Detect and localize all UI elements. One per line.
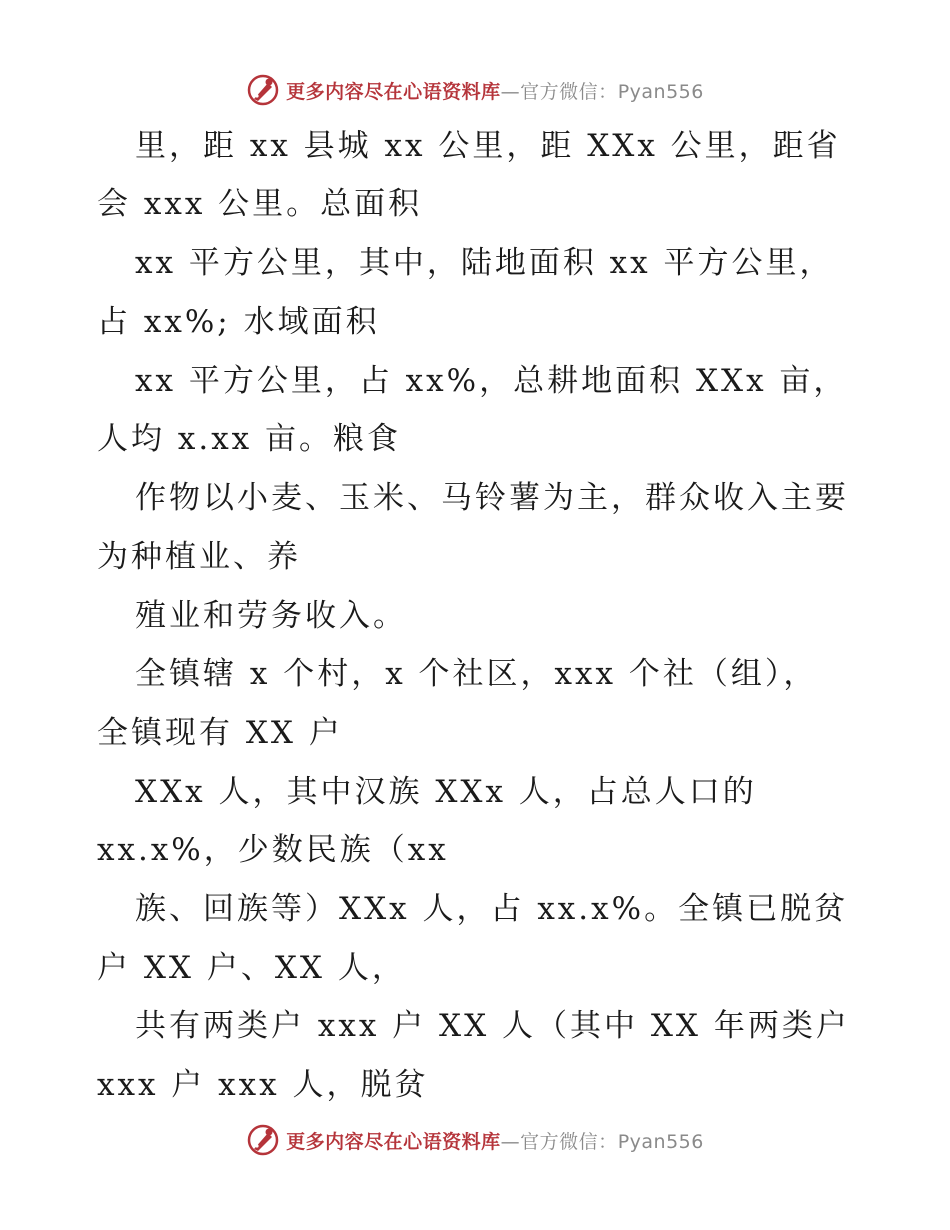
header-separator: —	[500, 80, 521, 103]
header-wechat-label: 官方微信：	[520, 80, 618, 103]
header-brand: 更多内容尽在心语资料库	[286, 80, 501, 103]
text-line-3: xx 平方公里，其中，陆地面积 xx 平方公里，	[135, 245, 834, 281]
text-line-8: 为种植业、养	[97, 539, 301, 575]
text-line-15: 户 XX 户、XX 人，	[97, 950, 406, 986]
text-line-17: xxx 户 xxx 人，脱贫	[97, 1067, 429, 1103]
text-line-2: 会 xxx 公里。总面积	[97, 186, 423, 222]
text-line-9: 殖业和劳务收入。	[135, 598, 407, 634]
footer-text	[286, 1127, 704, 1154]
text-line-13: xx.x%，少数民族（xx	[97, 832, 449, 868]
header-wechat-id: Pyan556	[617, 80, 704, 103]
text-line-4: 占 xx%; 水域面积	[97, 304, 380, 340]
footer-wechat-label: 官方微信：	[520, 1130, 618, 1153]
text-line-1: 里，距 xx 县城 xx 公里，距 XXx 公里，距省	[135, 128, 841, 164]
footer-banner	[0, 1120, 950, 1160]
header-banner	[0, 70, 950, 110]
text-line-10: 全镇辖 x 个村，x 个社区，xxx 个社（组），	[135, 656, 818, 692]
footer-wechat-id: Pyan556	[617, 1130, 704, 1153]
pen-nib-logo-icon	[246, 1123, 280, 1157]
text-line-6: 人均 x.xx 亩。粮食	[97, 421, 402, 457]
header-text	[286, 77, 704, 104]
text-line-12: XXx 人，其中汉族 XXx 人，占总人口的	[135, 774, 757, 810]
text-line-5: xx 平方公里，占 xx%，总耕地面积 XXx 亩，	[135, 363, 848, 399]
text-line-11: 全镇现有 XX 户	[97, 715, 343, 751]
text-line-16: 共有两类户 xxx 户 XX 人（其中 XX 年两类户	[135, 1008, 850, 1044]
pen-nib-logo-icon	[246, 73, 280, 107]
footer-separator: —	[500, 1130, 521, 1153]
footer-brand: 更多内容尽在心语资料库	[286, 1130, 501, 1153]
text-line-7: 作物以小麦、玉米、马铃薯为主，群众收入主要	[135, 480, 849, 516]
text-line-14: 族、回族等）XXx 人，占 xx.x%。全镇已脱贫	[135, 891, 849, 927]
